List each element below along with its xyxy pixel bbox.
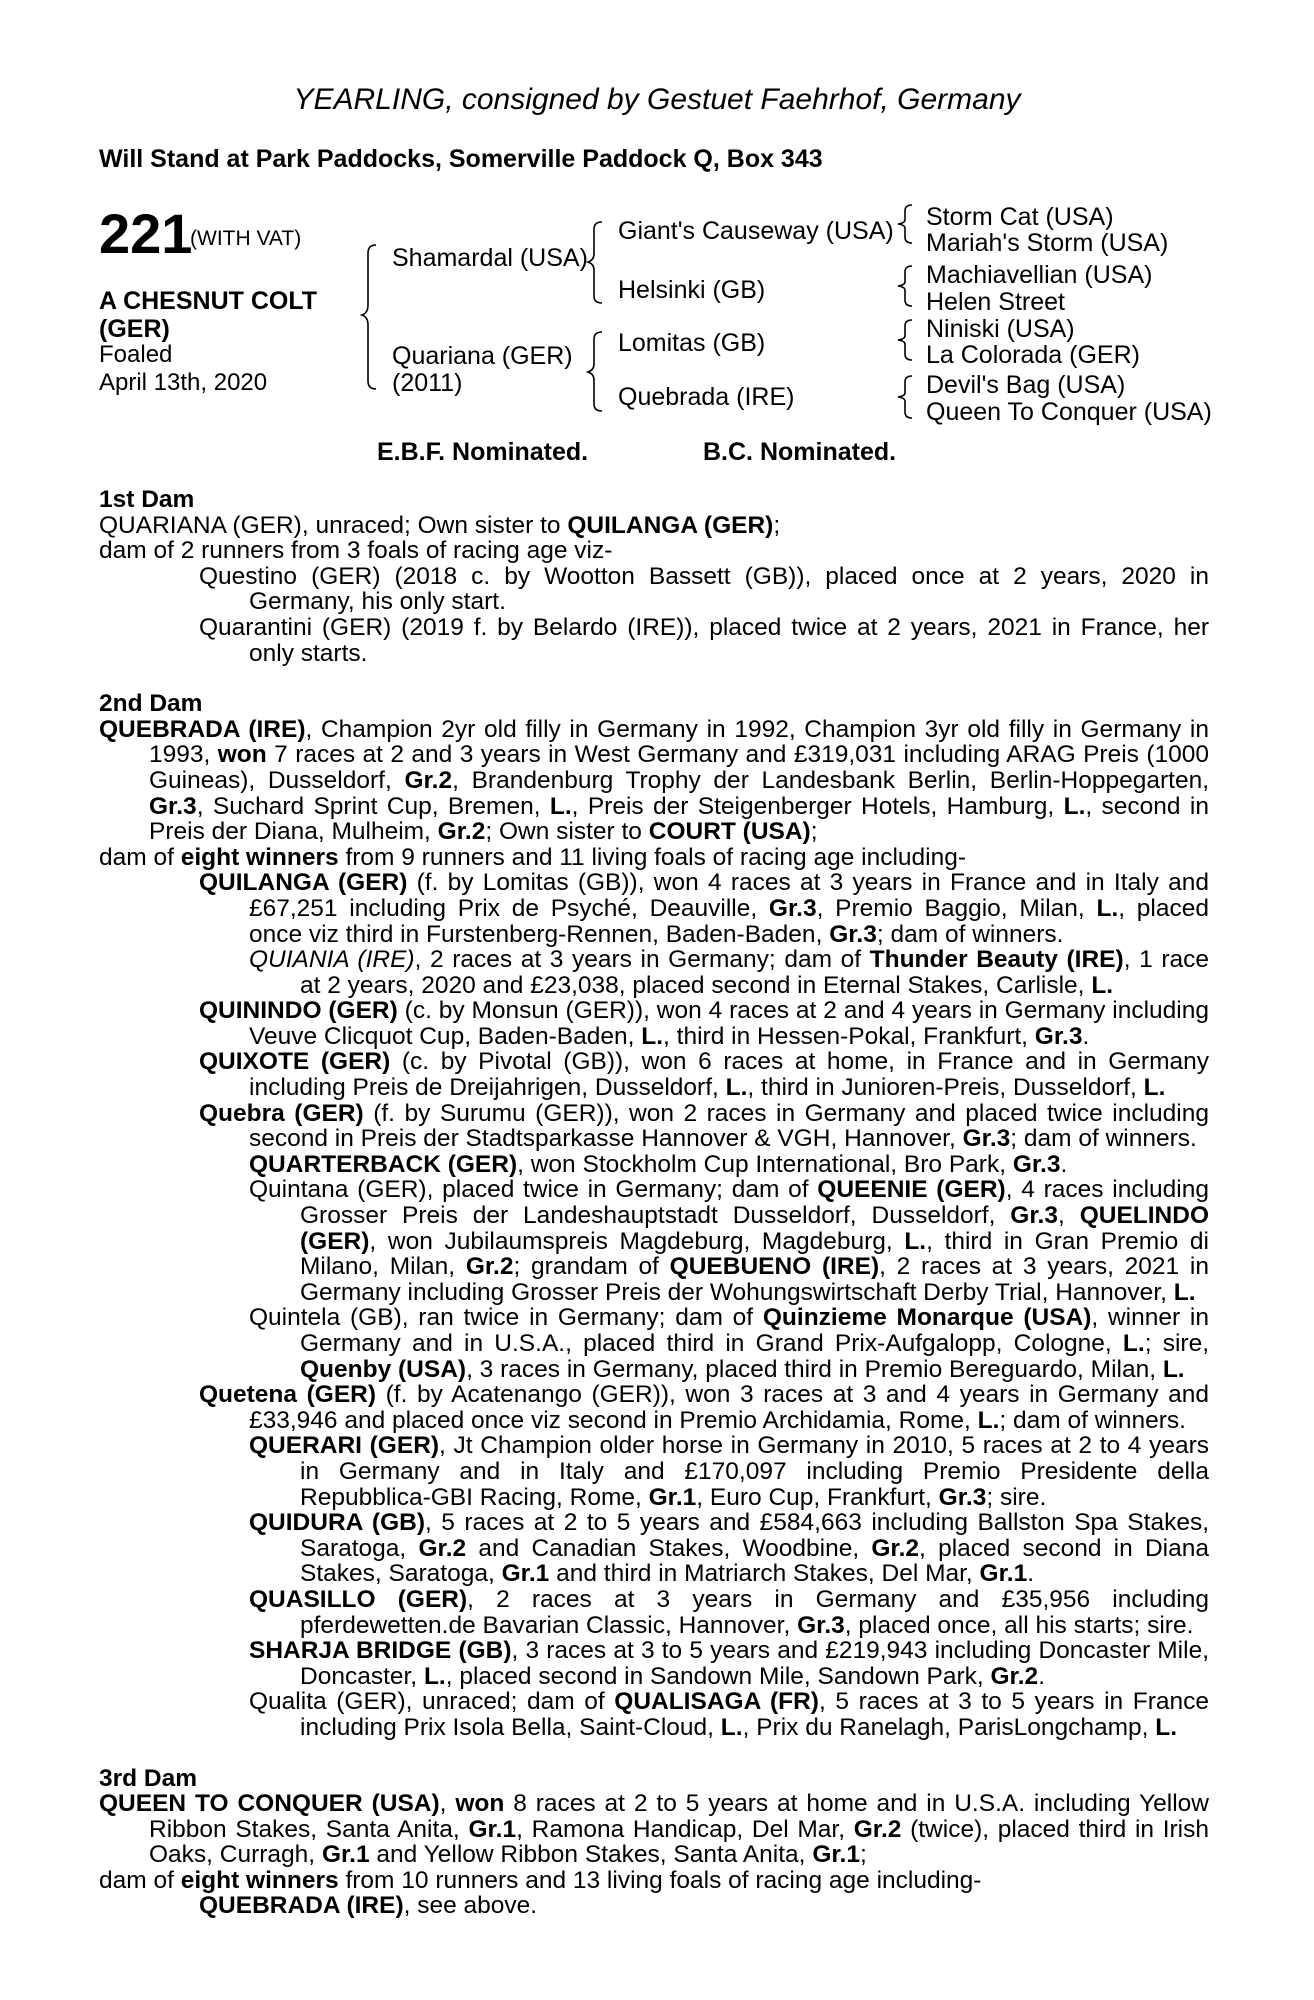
bold-text-run: L. xyxy=(977,1406,1000,1434)
text-run: from 10 runners and 13 living foals of racing age including- xyxy=(338,1866,982,1894)
pedigree-dam-year: (2011) xyxy=(392,369,463,397)
bold-text-run: L. xyxy=(1091,971,1114,999)
bold-text-run: QUIDURA (GB) xyxy=(249,1509,425,1537)
bold-text-run: Gr.1 xyxy=(648,1483,697,1511)
bold-text-run: QUEENIE (GER) xyxy=(817,1176,1006,1204)
bold-text-run: Gr.1 xyxy=(501,1560,550,1588)
bold-text-run: L. xyxy=(1063,792,1086,820)
bold-text-run: Gr.2 xyxy=(871,1534,920,1562)
produce-subentry xyxy=(99,1587,1209,1638)
text-run: dam of xyxy=(99,843,181,871)
bold-text-run: L. xyxy=(1122,1330,1145,1357)
produce-subentry xyxy=(99,1177,1209,1305)
pedigree-dss: Niniski (USA) xyxy=(926,315,1075,343)
text-run: . xyxy=(1027,1560,1035,1588)
text-run: , 3 races in Germany, placed third in Premio Bereguardo, Milan, xyxy=(466,1355,1163,1383)
produce-subentry xyxy=(99,947,1209,998)
bold-text-run: Thunder Beauty (IRE) xyxy=(869,946,1124,974)
produce-subentry xyxy=(99,1305,1209,1382)
text-run: ; Own sister to xyxy=(485,818,649,846)
produce-entry xyxy=(99,1101,1209,1152)
pedigree-sdd: Helen Street xyxy=(926,288,1065,316)
bold-text-run: Gr.1 xyxy=(979,1560,1028,1588)
text-run: , xyxy=(439,1790,456,1818)
text-run: , 2 races at 3 years in Germany; dam of xyxy=(414,946,870,974)
text-run: Questino (GER) (2018 c. by Wootton Bassett (GB)), placed once at 2 years, 2020 in Germany, his only start. xyxy=(199,562,1209,616)
bold-text-run: Gr.3 xyxy=(149,792,197,820)
text-run: Quintana (GER), placed twice in Germany; dam of xyxy=(249,1176,818,1204)
text-run: dam of 2 runners from 3 foals of racing age viz- xyxy=(99,537,613,565)
pedigree-sss: Storm Cat (USA) xyxy=(926,203,1114,231)
bold-text-run: Gr.2 xyxy=(404,766,453,794)
text-run: ; sire, xyxy=(1144,1330,1209,1357)
bold-text-run: QUERARI (GER) xyxy=(249,1432,440,1460)
pedigree-bracket-ds xyxy=(898,318,916,362)
text-run: , Jt Champion older horse in Germany in 2010, 5 races at 2 to 4 years in Germany and in Italy and £170,097 including Premio Presidente della Repubblica-GBI Racing, Rome, xyxy=(300,1432,1209,1511)
pedigree-dam-sire: Lomitas (GB) xyxy=(618,329,766,357)
bold-text-run: QUININDO (GER) xyxy=(199,997,398,1025)
italic-text-run: QUIANIA (IRE) xyxy=(249,946,415,974)
bold-text-run: Quenby (USA) xyxy=(300,1355,467,1383)
text-run: , Brandenburg Trophy der Landesbank Berlin, Berlin-Hoppegarten, xyxy=(452,766,1210,794)
text-run: , Suchard Sprint Cup, Bremen, xyxy=(196,792,550,820)
pedigree-ssd: Mariah's Storm (USA) xyxy=(926,229,1169,257)
bold-text-run: QUILANGA (GER) xyxy=(567,511,774,539)
text-run: and third in Matriarch Stakes, Del Mar, xyxy=(549,1560,980,1588)
bold-text-run: L. xyxy=(1143,1074,1166,1102)
produce-subentry xyxy=(99,1638,1209,1689)
bold-text-run: Gr.2 xyxy=(418,1534,467,1562)
produce-entry xyxy=(99,1049,1209,1100)
bold-text-run: Gr.2 xyxy=(465,1253,514,1281)
text-run: ; xyxy=(810,818,818,846)
bold-text-run: L. xyxy=(904,1227,927,1255)
pedigree-bracket-sd xyxy=(898,264,916,308)
produce-subentry xyxy=(99,1689,1209,1740)
pedigree-dsd: La Colorada (GER) xyxy=(926,341,1140,369)
bold-text-run: Gr.3 xyxy=(1012,1150,1061,1178)
vat-label: (WITH VAT) xyxy=(190,227,302,250)
text-run: , placed second in Diana Stakes, Saratoga, xyxy=(300,1534,1209,1588)
bold-text-run: Gr.3 xyxy=(768,894,817,922)
text-run: Quarantini (GER) (2019 f. by Belardo (IRE)), placed twice at 2 years, 2021 in France, her only starts. xyxy=(199,613,1209,667)
catalogue-body xyxy=(99,487,1209,1919)
pedigree-dds: Devil's Bag (USA) xyxy=(926,371,1126,399)
text-run: , third in Junioren-Preis, Dusseldorf, xyxy=(747,1074,1144,1102)
bold-text-run: L. xyxy=(720,1713,743,1741)
bold-text-run: QUALISAGA (FR) xyxy=(614,1688,819,1716)
bold-text-run: won xyxy=(217,741,267,769)
pedigree-dam-dam: Quebrada (IRE) xyxy=(618,383,795,411)
text-run: QUARIANA (GER), unraced; Own sister to xyxy=(99,511,568,539)
bold-text-run: Quetena (GER) xyxy=(199,1381,377,1409)
first-dam-foal xyxy=(99,564,1209,615)
bold-text-run: L. xyxy=(725,1074,748,1102)
horse-description-line2: (GER) xyxy=(99,315,170,343)
bold-text-run: Gr.2 xyxy=(437,818,486,846)
pedigree-dam xyxy=(392,343,573,397)
second-dam-produce-summary xyxy=(99,845,1209,871)
bold-text-run: QUEBUENO (IRE) xyxy=(669,1253,880,1281)
bold-text-run: Gr.1 xyxy=(321,1841,370,1869)
first-dam-produce-summary xyxy=(99,538,1209,564)
bold-text-run: Gr.3 xyxy=(938,1483,987,1511)
text-run: (c. by Monsun (GER)), won 4 races at 2 and 4 years in Germany including Veuve Clicquot Cup, Baden-Baden, xyxy=(249,997,1210,1050)
bold-text-run: Gr.3 xyxy=(962,1125,1011,1153)
pedigree-bracket-ss xyxy=(898,203,916,245)
bold-text-run: Gr.2 xyxy=(853,1815,902,1843)
text-run: ; grandam of xyxy=(513,1253,670,1281)
bold-text-run: QUARTERBACK (GER) xyxy=(249,1150,518,1178)
bold-text-run: Gr.3 xyxy=(829,920,877,948)
bold-text-run: QUASILLO (GER) xyxy=(249,1585,468,1613)
pedigree-dam-name: Quariana (GER) xyxy=(392,342,573,370)
text-run: ; xyxy=(860,1841,867,1869)
bold-text-run: QUEBRADA (IRE) xyxy=(99,715,306,743)
foaled-info xyxy=(99,341,267,397)
foaled-date: April 13th, 2020 xyxy=(99,369,268,396)
bold-text-run: Quinzieme Monarque (USA) xyxy=(762,1304,1092,1332)
bold-text-run: eight winners xyxy=(180,843,339,871)
third-dam-record xyxy=(99,1791,1209,1868)
produce-entry xyxy=(99,870,1209,947)
text-run: , Premio Baggio, Milan, xyxy=(816,894,1097,922)
bold-text-run: L. xyxy=(1162,1355,1185,1383)
bold-text-run: Gr.3 xyxy=(1010,1202,1058,1230)
pedigree-bracket-sire xyxy=(588,220,608,306)
text-run: , 2 races at 3 years in Germany and £35,956 including pferdewetten.de Bavarian Classic, Hannover, xyxy=(300,1585,1209,1639)
text-run: from 9 runners and 11 living foals of racing age including- xyxy=(338,843,967,871)
horse-description-line1: A CHESNUT COLT xyxy=(99,287,318,315)
text-run: , won Jubilaumspreis Magdeburg, Magdeburg, xyxy=(369,1227,905,1255)
second-dam-produce-list xyxy=(99,870,1209,1740)
second-dam-heading: 2nd Dam xyxy=(99,690,203,718)
pedigree-bracket-dd xyxy=(898,374,916,420)
text-run: , Champion 2yr old filly in Germany in 1992, Champion 3yr old filly in Germany in 1993, xyxy=(149,715,1209,769)
third-dam-heading: 3rd Dam xyxy=(99,1764,198,1792)
produce-subentry xyxy=(99,1510,1209,1587)
bc-nomination: B.C. Nominated. xyxy=(703,438,897,466)
text-run: , Prix du Ranelagh, ParisLongchamp, xyxy=(742,1713,1156,1741)
produce-entry xyxy=(99,1893,1209,1919)
lot-number: 221 xyxy=(99,202,193,265)
produce-subentry xyxy=(99,1152,1209,1178)
text-run: , Euro Cup, Frankfurt, xyxy=(696,1483,939,1511)
text-run: , third in Gran Premio di Milano, Milan, xyxy=(300,1227,1209,1281)
text-run: , 2 races at 3 years, 2021 in Germany including Grosser Preis der Wohungswirtschaft Derby Trial, Hannover, xyxy=(300,1253,1209,1306)
third-dam-produce-summary xyxy=(99,1868,1209,1894)
first-dam-heading: 1st Dam xyxy=(99,486,195,513)
horse-description xyxy=(99,287,317,343)
text-run: , see above. xyxy=(403,1892,538,1920)
text-run: , placed once, all his starts; sire. xyxy=(844,1611,1194,1639)
text-run: , third in Hessen-Pokal, Frankfurt, xyxy=(663,1022,1035,1050)
text-run: (twice), placed third in Irish Oaks, Curragh, xyxy=(149,1815,1210,1869)
produce-subentry xyxy=(99,1433,1209,1510)
text-run: , 5 races at 2 to 5 years and £584,663 including Ballston Spa Stakes, Saratoga, xyxy=(300,1509,1209,1562)
text-run: , won Stockholm Cup International, Bro Park, xyxy=(517,1150,1013,1178)
bold-text-run: L. xyxy=(1173,1278,1196,1306)
pedigree-sire: Shamardal (USA) xyxy=(392,244,588,272)
bold-text-run: SHARJA BRIDGE (GB) xyxy=(249,1637,512,1665)
bold-text-run: QUEBRADA (IRE) xyxy=(199,1892,404,1920)
bold-text-run: Quebra (GER) xyxy=(199,1099,364,1127)
text-run: , 1 race at 2 years, 2020 and £23,038, placed second in Eternal Stakes, Carlisle, xyxy=(300,946,1209,999)
text-run: , 5 races at 3 to 5 years in France including Prix Isola Bella, Saint-Cloud, xyxy=(300,1688,1209,1741)
bold-text-run: COURT (USA) xyxy=(648,818,811,846)
text-run: , xyxy=(1057,1202,1080,1230)
text-run: and Yellow Ribbon Stakes, Santa Anita, xyxy=(369,1841,813,1869)
text-run: , placed second in Sandown Mile, Sandown Park, xyxy=(445,1662,991,1690)
pedigree-sds: Machiavellian (USA) xyxy=(926,261,1153,289)
pedigree-sire-sire: Giant's Causeway (USA) xyxy=(618,217,894,245)
bold-text-run: Gr.2 xyxy=(990,1662,1039,1690)
bold-text-run: L. xyxy=(1096,894,1119,922)
ebf-nomination: E.B.F. Nominated. xyxy=(377,438,589,466)
text-run: , winner in Germany and in U.S.A., placed third in Grand Prix-Aufgalopp, Cologne, xyxy=(300,1304,1209,1357)
text-run: , Preis der Steigenberger Hotels, Hamburg, xyxy=(571,792,1064,820)
bold-text-run: QUILANGA (GER) xyxy=(199,869,408,897)
third-dam-produce-list xyxy=(99,1893,1209,1919)
bold-text-run: Gr.3 xyxy=(797,1611,845,1639)
produce-entry xyxy=(99,1382,1209,1433)
bold-text-run: L. xyxy=(1155,1713,1178,1741)
bold-text-run: L. xyxy=(423,1662,446,1690)
text-run: 7 races at 2 and 3 years in West Germany and £319,031 including ARAG Preis (1000 Guineas), Dusseldorf, xyxy=(149,741,1209,794)
text-run: , 3 races at 3 to 5 years and £219,943 including Doncaster Mile, Doncaster, xyxy=(300,1637,1210,1690)
pedigree-sire-dam: Helsinki (GB) xyxy=(618,276,766,304)
bold-text-run: L. xyxy=(549,792,572,820)
text-run: (c. by Pivotal (GB)), won 6 races at home, in France and in Germany including Preis de Dreijahrigen, Dusseldorf, xyxy=(249,1048,1209,1102)
text-run: , placed once viz third in Furstenberg-Rennen, Baden-Baden, xyxy=(249,894,1209,948)
bold-text-run: Gr.1 xyxy=(468,1815,517,1843)
second-dam-record xyxy=(99,717,1209,845)
text-run: , 4 races including Grosser Preis der Landeshauptstadt Dusseldorf, Dusseldorf, xyxy=(300,1176,1209,1230)
bold-text-run: QUIXOTE (GER) xyxy=(199,1048,391,1076)
text-run: 8 races at 2 to 5 years at home and in U.S.A. including Yellow Ribbon Stakes, Santa Anita, xyxy=(149,1790,1209,1843)
text-run: , second in Preis der Diana, Mulheim, xyxy=(149,792,1209,846)
bold-text-run: QUELINDO (GER) xyxy=(300,1202,1209,1255)
pedigree-ddd: Queen To Conquer (USA) xyxy=(926,398,1212,426)
first-dam-foal xyxy=(99,615,1209,666)
bold-text-run: Gr.1 xyxy=(812,1841,860,1869)
bold-text-run: Gr.3 xyxy=(1034,1022,1083,1050)
produce-entry xyxy=(99,998,1209,1049)
text-run: (f. by Surumu (GER)), won 2 races in Germany and placed twice including second in Preis der Stadtsparkasse Hannover & VGH, Hannover, xyxy=(249,1099,1209,1153)
text-run: ; dam of winners. xyxy=(999,1406,1186,1434)
text-run: . xyxy=(1082,1022,1090,1050)
stand-location: Will Stand at Park Paddocks, Somerville Paddock Q, Box 343 xyxy=(99,145,823,173)
text-run: (f. by Acatenango (GER)), won 3 races at 3 and 4 years in Germany and £33,946 and placed once viz second in Premio Archidamia, Rome, xyxy=(249,1381,1209,1434)
text-run: dam of xyxy=(99,1866,181,1894)
bold-text-run: eight winners xyxy=(180,1866,339,1894)
bold-text-run: QUEEN TO CONQUER (USA) xyxy=(99,1790,440,1818)
text-run: ; xyxy=(773,511,781,539)
bold-text-run: won xyxy=(455,1790,505,1818)
bold-text-run: L. xyxy=(641,1022,664,1050)
text-run: , Ramona Handicap, Del Mar, xyxy=(516,1815,854,1843)
text-run: . xyxy=(1038,1662,1045,1690)
text-run: ; dam of winners. xyxy=(876,920,1064,948)
text-run: Quintela (GB), ran twice in Germany; dam of xyxy=(249,1304,763,1332)
text-run: (f. by Lomitas (GB)), won 4 races at 3 years in France and in Italy and £67,251 including Prix de Psyché, Deauville, xyxy=(249,869,1209,922)
text-run: ; sire. xyxy=(986,1483,1047,1511)
text-run: Qualita (GER), unraced; dam of xyxy=(249,1688,615,1716)
text-run: ; dam of winners. xyxy=(1010,1125,1197,1153)
pedigree-bracket-dam xyxy=(588,330,608,414)
consignment-line: YEARLING, consigned by Gestuet Faehrhof, Germany xyxy=(293,83,1021,116)
foaled-label: Foaled xyxy=(99,341,173,368)
text-run: and Canadian Stakes, Woodbine, xyxy=(466,1534,872,1562)
text-run: . xyxy=(1060,1150,1068,1178)
pedigree-bracket-main xyxy=(362,243,382,393)
first-dam-line xyxy=(99,513,1209,539)
